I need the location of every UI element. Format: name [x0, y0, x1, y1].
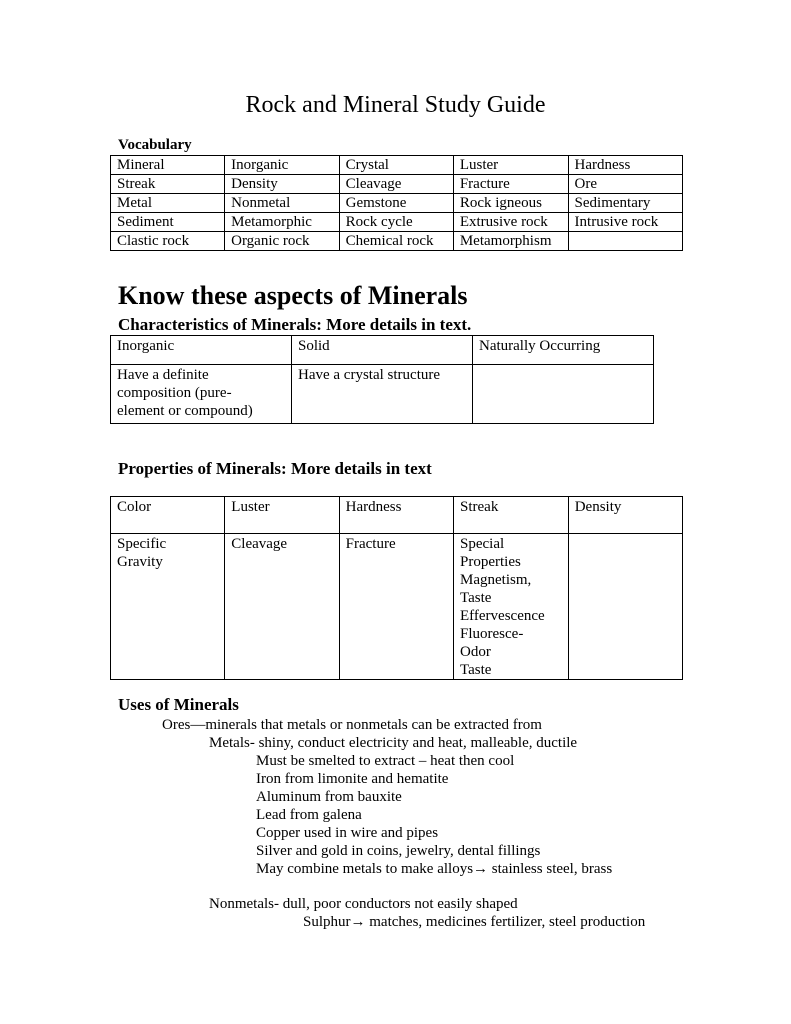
cell-line: Taste [460, 590, 492, 606]
arrow-right-icon: → [473, 861, 489, 877]
cell-line: Fracture [345, 536, 396, 552]
cell-line: Properties [460, 554, 521, 570]
properties-heading: Properties of Minerals: More details in text [118, 459, 432, 478]
table-cell: Density [225, 175, 340, 194]
cell-line: Taste [460, 662, 492, 678]
table-cell: Metamorphic [225, 213, 340, 232]
table-cell [225, 534, 339, 680]
table-cell: Sedimentary [568, 194, 682, 213]
table-row [111, 156, 683, 175]
table-cell: Solid [292, 336, 473, 365]
metals-item: Silver and gold in coins, jewelry, dental fillings [256, 843, 541, 859]
cell-line: Gravity [117, 554, 163, 570]
cell-line: Have a crystal structure [298, 367, 441, 383]
properties-table [110, 496, 683, 680]
metals-item: Aluminum from bauxite [256, 789, 402, 805]
table-cell [568, 232, 682, 251]
table-cell [339, 534, 453, 680]
characteristics-table [110, 335, 654, 424]
table-cell: Rock cycle [339, 213, 453, 232]
table-cell: Mineral [111, 156, 225, 175]
table-cell [292, 365, 473, 424]
nonmetals-line: Nonmetals- dull, poor conductors not easily shaped [209, 896, 518, 912]
table-cell [454, 534, 569, 680]
table-row [111, 336, 654, 365]
characteristics-heading: Characteristics of Minerals: More details in text. [118, 315, 472, 334]
table-cell: Organic rock [225, 232, 340, 251]
minerals-heading: Know these aspects of Minerals [118, 281, 468, 310]
table-row [111, 175, 683, 194]
table-cell: Clastic rock [111, 232, 225, 251]
metals-item: Copper used in wire and pipes [256, 825, 439, 841]
vocabulary-label: Vocabulary [118, 137, 192, 153]
table-cell: Color [111, 497, 225, 534]
cell-line: Special [460, 536, 505, 552]
metals-item: Lead from galena [256, 807, 362, 823]
table-cell: Metamorphism [453, 232, 568, 251]
sulphur-line [303, 913, 645, 931]
table-cell: Rock igneous [453, 194, 568, 213]
table-cell: Chemical rock [339, 232, 453, 251]
metals-line: Metals- shiny, conduct electricity and heat, malleable, ductile [209, 735, 578, 751]
sulphur-text: Sulphur [303, 914, 351, 930]
table-row [111, 194, 683, 213]
table-cell: Metal [111, 194, 225, 213]
table-cell: Luster [453, 156, 568, 175]
cell-line: composition (pure- [117, 385, 232, 401]
table-row [111, 232, 683, 251]
table-cell: Inorganic [111, 336, 292, 365]
table-cell: Hardness [339, 497, 453, 534]
vocabulary-table [110, 155, 683, 251]
table-cell: Extrusive rock [453, 213, 568, 232]
page-title: Rock and Mineral Study Guide [245, 92, 546, 118]
alloys-text: May combine metals to make alloys [256, 861, 474, 877]
table-cell: Fracture [453, 175, 568, 194]
cell-line: Magnetism, [460, 572, 532, 588]
uses-heading: Uses of Minerals [118, 695, 239, 714]
table-cell: Intrusive rock [568, 213, 682, 232]
metals-item: Must be smelted to extract – heat then cool [256, 753, 515, 769]
table-cell: Inorganic [225, 156, 340, 175]
table-cell: Ore [568, 175, 682, 194]
arrow-right-icon: → [350, 914, 366, 930]
table-cell [111, 365, 292, 424]
cell-line: Specific [117, 536, 167, 552]
table-cell: Luster [225, 497, 339, 534]
table-cell: Gemstone [339, 194, 453, 213]
ores-line: Ores—minerals that metals or nonmetals can be extracted from [162, 717, 542, 733]
cell-line: Cleavage [231, 536, 288, 552]
alloys-result-text: stainless steel, brass [488, 861, 613, 877]
cell-line: element or compound) [117, 403, 253, 419]
table-cell: Cleavage [339, 175, 453, 194]
table-cell: Crystal [339, 156, 453, 175]
alloys-line [256, 860, 612, 878]
table-cell: Density [568, 497, 682, 534]
table-cell [568, 534, 682, 680]
table-row [111, 497, 683, 534]
cell-line: Odor [460, 644, 491, 660]
table-cell: Sediment [111, 213, 225, 232]
table-row [111, 213, 683, 232]
cell-line: Have a definite [117, 367, 209, 383]
table-cell: Nonmetal [225, 194, 340, 213]
table-row [111, 534, 683, 680]
table-cell [473, 365, 654, 424]
table-cell: Streak [454, 497, 569, 534]
table-cell [111, 534, 225, 680]
sulphur-uses-text: matches, medicines fertilizer, steel production [365, 914, 646, 930]
metals-item: Iron from limonite and hematite [256, 771, 449, 787]
table-cell: Hardness [568, 156, 682, 175]
cell-line: Effervescence [460, 608, 545, 624]
cell-line: Fluoresce- [460, 626, 524, 642]
table-cell: Streak [111, 175, 225, 194]
table-cell: Naturally Occurring [473, 336, 654, 365]
table-row [111, 365, 654, 424]
